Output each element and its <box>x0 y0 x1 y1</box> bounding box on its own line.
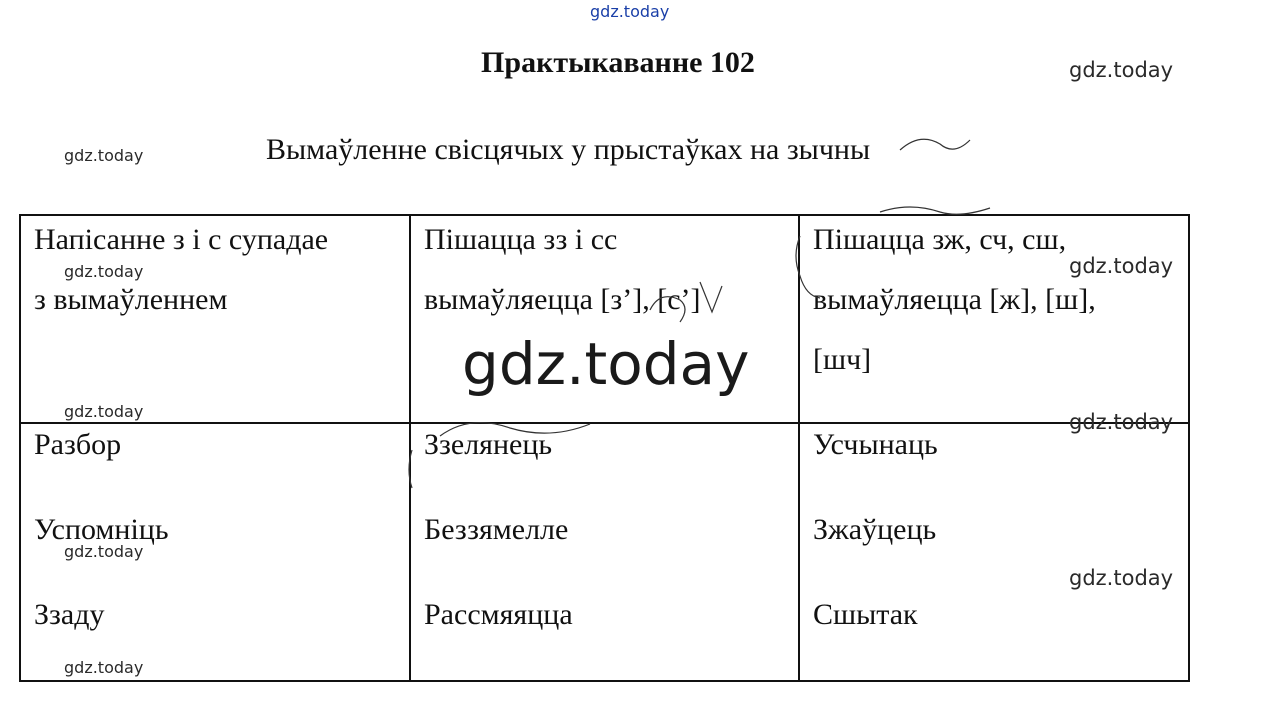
example-word: Беззямелле <box>424 513 569 546</box>
watermark: gdz.today <box>1069 254 1174 278</box>
watermark: gdz.today <box>64 262 144 281</box>
example-word: Сшытак <box>813 598 918 631</box>
example-word: Рассмяяцца <box>424 598 573 631</box>
watermark-top: gdz.today <box>590 2 670 21</box>
watermark: gdz.today <box>64 542 144 561</box>
example-word: Успомніць <box>34 513 169 546</box>
header-text: [шч] <box>813 343 872 376</box>
page-title: Практыкаванне 102 <box>481 46 755 79</box>
header-text: вымаўляецца [ж], [ш], <box>813 283 1096 316</box>
example-word: Зжаўцець <box>813 513 937 546</box>
header-text: вымаўляецца [з’], [с’] <box>424 283 701 316</box>
example-word: Ззаду <box>34 598 105 631</box>
header-text: з вымаўленнем <box>34 283 228 316</box>
column-divider <box>798 216 800 680</box>
watermark: gdz.today <box>64 402 144 421</box>
example-word: Усчынаць <box>813 428 938 461</box>
watermark-large: gdz.today <box>462 330 750 398</box>
watermark: gdz.today <box>1069 566 1174 590</box>
header-text: Напісанне з і с супадае <box>34 223 329 256</box>
column-divider <box>409 216 411 680</box>
watermark: gdz.today <box>64 658 144 677</box>
watermark: gdz.today <box>1069 410 1174 434</box>
example-word: Разбор <box>34 428 122 461</box>
example-word: Ззелянець <box>424 428 553 461</box>
watermark: gdz.today <box>1069 58 1174 82</box>
watermark: gdz.today <box>64 146 144 165</box>
exercise-table <box>19 214 1190 682</box>
row-divider <box>21 422 1188 424</box>
header-cell-2 <box>424 210 701 330</box>
page-subtitle: Вымаўленне свісцячых у прыстаўках на зычны <box>266 133 871 166</box>
header-text: Пішацца зж, сч, сш, <box>813 223 1067 256</box>
header-text: Пішацца зз і сс <box>424 223 618 256</box>
header-cell-3 <box>813 210 1096 390</box>
